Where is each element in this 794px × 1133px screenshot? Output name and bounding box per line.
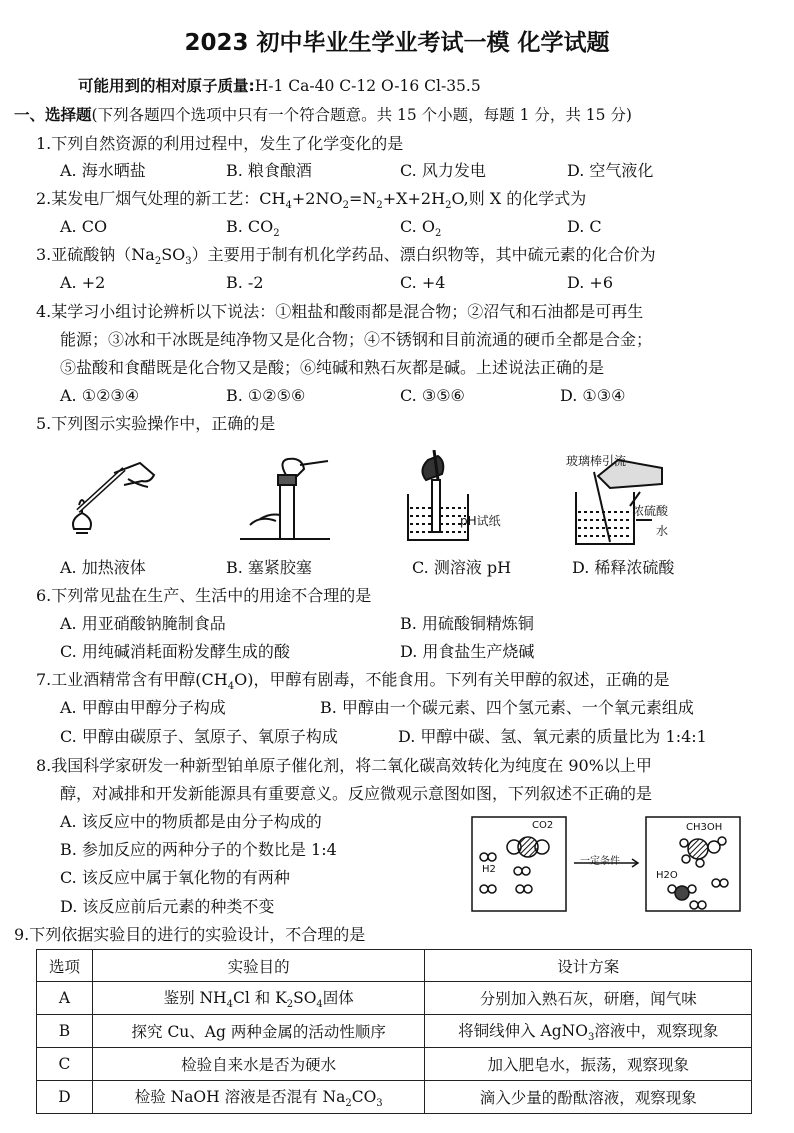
q9-row-b-plan-pre: 将铜线伸入 AgNO — [458, 1021, 588, 1040]
q2-stem — [36, 188, 586, 217]
section-title: 一、选择题 — [14, 106, 92, 124]
q2-option-c-text: C. O — [400, 217, 435, 236]
q4-option-a: A. ①②③④ — [60, 386, 140, 405]
q9-row-d-purpose-pre: 检验 NaOH 溶液是否混有 Na — [134, 1087, 346, 1106]
q9-row-c-purpose: 检验自来水是否为硬水 — [92, 1048, 425, 1081]
q2-option-c: C. $O_2$ — [400, 217, 442, 240]
q7-option-d: D. 甲醇中碳、氢、氧元素的质量比为 1:4:1 — [398, 727, 707, 746]
q8-line-1: 8.我国科学家研发一种新型铂单原子催化剂，将二氧化碳高效转化为纯度在 90%以上甲 — [36, 756, 652, 775]
q6-stem: 6.下列常见盐在生产、生活中的用途不合理的是 — [36, 586, 372, 605]
q8-diagram-label-ch3oh: CH3OH — [686, 822, 723, 833]
q8-diagram-label-condition: 一定条件 — [580, 856, 620, 867]
q9-col-plan: 设计方案 — [425, 950, 752, 982]
table-row — [37, 1015, 752, 1048]
q9-row-b-option: B — [37, 1015, 93, 1048]
q9-row-c-plan: 加入肥皂水，振荡，观察现象 — [425, 1048, 752, 1081]
q8-line-2: 醇，对减排和开发新能源具有重要意义。反应微观示意图如图，下列叙述不正确的是 — [60, 784, 653, 803]
q5-figure-insert-stopper — [230, 455, 340, 545]
q8-diagram-label-h2: H2 — [482, 864, 496, 875]
q2-stem-post: ,则 X 的化学式为 — [463, 189, 587, 208]
q5-figure-measure-ph — [398, 450, 518, 545]
q1-stem: 1.下列自然资源的利用过程中，发生了化学变化的是 — [36, 134, 404, 153]
q9-table — [36, 949, 752, 1114]
q8-option-c: C. 该反应中属于氧化物的有两种 — [60, 868, 290, 887]
q3-option-a: A. +2 — [60, 273, 106, 292]
q2-option-b: B. $CO_2$ — [226, 217, 280, 240]
q1-option-c: C. 风力发电 — [400, 161, 486, 180]
q9-row-a-purpose-post: 固体 — [322, 988, 354, 1007]
q3-stem-pre: 3.亚硫酸钠（Na — [36, 245, 155, 264]
q2-equation: $CH_4+2NO_2=N_2+X+2H_2O$ — [259, 189, 464, 212]
q7-stem-pre: 7.工业酒精常含有甲醇(CH — [36, 670, 228, 689]
q1-option-b: B. 粮食酿酒 — [226, 161, 312, 180]
q9-row-d-plan: 滴入少量的酚酞溶液，观察现象 — [425, 1081, 752, 1114]
q8-diagram-label-co2: CO2 — [532, 820, 554, 831]
q2-option-a: A. CO — [60, 217, 108, 236]
q9-row-b-purpose: 探究 Cu、Ag 两种金属的活动性顺序 — [92, 1015, 425, 1048]
q9-table-header — [37, 950, 752, 982]
q5-stem: 5.下列图示实验操作中，正确的是 — [36, 414, 276, 433]
q6-option-a: A. 用亚硝酸钠腌制食品 — [60, 614, 226, 633]
q7-option-b: B. 甲醇由一个碳元素、四个氢元素、一个氧元素组成 — [320, 698, 694, 717]
atomic-mass-label: 可能用到的相对原子质量: — [78, 77, 255, 95]
q2-option-d: D. C — [567, 217, 602, 236]
q9-stem: 9.下列依据实验目的进行的实验设计，不合理的是 — [14, 925, 366, 944]
q3-option-c: C. +4 — [400, 273, 446, 292]
q9-row-b-plan-post: 溶液中，观察现象 — [594, 1021, 719, 1040]
q9-col-option: 选项 — [37, 950, 93, 982]
q4-option-b: B. ①②⑤⑥ — [226, 386, 306, 405]
atomic-mass-line — [78, 74, 481, 96]
q8-option-b: B. 参加反应的两种分子的个数比是 1:4 — [60, 840, 337, 859]
atomic-mass-values: H-1 Ca-40 C-12 O-16 Cl-35.5 — [254, 77, 481, 95]
table-row — [37, 1081, 752, 1114]
q7-option-c: C. 甲醇由碳原子、氢原子、氧原子构成 — [60, 727, 338, 746]
q3-option-d: D. +6 — [567, 273, 614, 292]
q9-row-b-plan: 将铜线伸入 AgNO$_3$溶液中，观察现象 — [425, 1015, 752, 1048]
q5-option-b: B. 塞紧胶塞 — [226, 558, 312, 577]
q6-option-c: C. 用纯碱消耗面粉发酵生成的酸 — [60, 642, 290, 661]
table-row — [37, 982, 752, 1015]
q9-row-c-option: C — [37, 1048, 93, 1081]
q9-row-a-purpose: 鉴别 $NH_4Cl$ 和 $K_2SO_4$固体 — [92, 982, 425, 1015]
q7-option-a: A. 甲醇由甲醇分子构成 — [60, 698, 226, 717]
q4-option-d: D. ①③④ — [560, 386, 626, 405]
page-title: 2023 初中毕业生学业考试一模 化学试题 — [184, 30, 610, 56]
q5-option-d: D. 稀释浓硫酸 — [572, 558, 675, 577]
q9-row-d-option: D — [37, 1081, 93, 1114]
section-heading — [14, 103, 632, 125]
q5-figure-d-label-acid: 浓硫酸 — [632, 504, 669, 518]
q5-option-a: A. 加热液体 — [60, 558, 146, 577]
q1-option-d: D. 空气液化 — [567, 161, 654, 180]
q8-diagram-label-h2o: H2O — [656, 870, 678, 881]
q4-line-3: ⑤盐酸和食醋既是化合物又是酸；⑥纯碱和熟石灰都是碱。上述说法正确的是 — [60, 358, 605, 377]
q7-stem: 7.工业酒精常含有甲醇$(CH_4O)$，甲醇有剧毒，不能食用。下列有关甲醇的叙述，正确的是 — [36, 670, 670, 693]
q9-row-d-purpose: 检验 NaOH 溶液是否混有 $Na_2CO_3$ — [92, 1081, 425, 1114]
q6-option-d: D. 用食盐生产烧碱 — [400, 642, 535, 661]
q3-stem-post: ）主要用于制有机化学药品、漂白织物等，其中硫元素的化合价为 — [191, 245, 656, 264]
q3-stem: 3.亚硫酸钠$(Na_2SO_3)$主要用于制有机化学药品、漂白织物等，其中硫元素的化合价为 — [36, 245, 656, 268]
q9-row-a-plan: 分别加入熟石灰，研磨，闻气味 — [425, 982, 752, 1015]
q4-line-1: 4.某学习小组讨论辨析以下说法：①粗盐和酸雨都是混合物；②沼气和石油都是可再生 — [36, 302, 644, 321]
q5-figure-d-label-water: 水 — [656, 524, 669, 538]
q5-figure-c-label: pH试纸 — [460, 514, 501, 528]
q5-option-c: C. 测溶液 pH — [412, 558, 512, 577]
q4-option-c: C. ③⑤⑥ — [400, 386, 465, 405]
q8-option-d: D. 该反应前后元素的种类不变 — [60, 897, 275, 916]
q2-stem-pre: 2.某发电厂烟气处理的新工艺： — [36, 189, 260, 208]
table-row — [37, 1048, 752, 1081]
q2-option-b-text: B. CO — [226, 217, 274, 236]
q4-line-2: 能源；③冰和干冰既是纯净物又是化合物；④不锈钢和目前流通的硬币全都是合金； — [60, 330, 653, 349]
q7-stem-post: O)，甲醇有剧毒，不能食用。下列有关甲醇的叙述，正确的是 — [234, 670, 670, 689]
q8-option-a: A. 该反应中的物质都是由分子构成的 — [60, 812, 322, 831]
q3-option-b: B. -2 — [226, 273, 264, 292]
q9-col-purpose: 实验目的 — [92, 950, 425, 982]
q6-option-b: B. 用硫酸铜精炼铜 — [400, 614, 534, 633]
q1-option-a: A. 海水晒盐 — [60, 161, 146, 180]
q9-row-a-purpose-pre: 鉴别 NH — [163, 988, 227, 1007]
q5-figure-d-label-rod: 玻璃棒引流 — [566, 454, 627, 468]
q5-figure-heating-liquid — [58, 455, 168, 545]
q9-row-a-option: A — [37, 982, 93, 1015]
section-note: (下列各题四个选项中只有一个符合题意。共 15 个小题，每题 1 分，共 15 分) — [91, 106, 632, 124]
